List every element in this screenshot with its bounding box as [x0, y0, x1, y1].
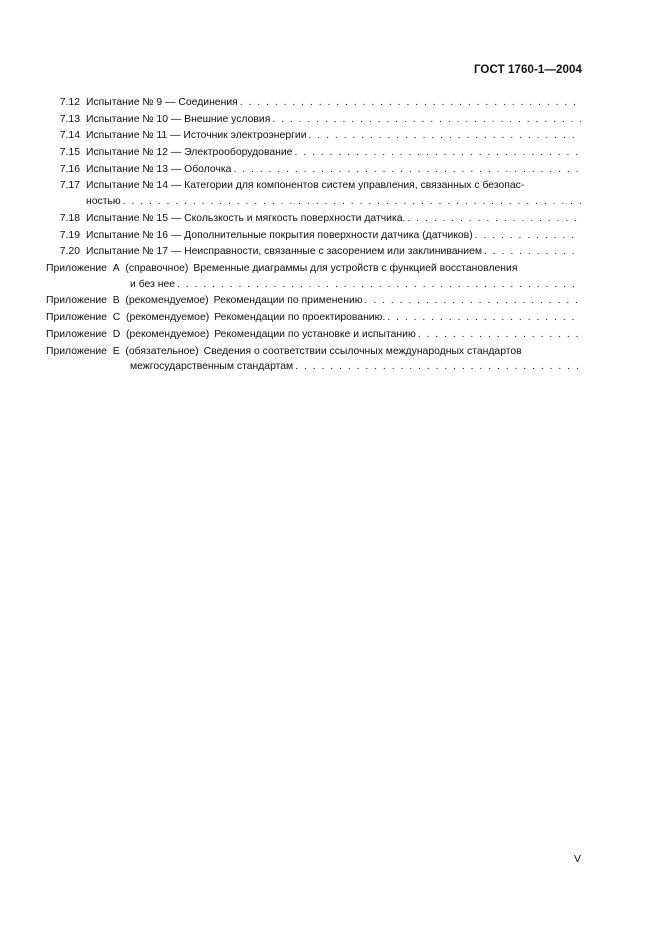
leader-dots	[295, 359, 581, 375]
toc-entry-title: Испытание № 10 — Внешние условия	[86, 113, 271, 125]
appendix-label: Приложение В (рекомендуемое)	[46, 295, 209, 307]
toc-entry-title-continued: ностью	[86, 196, 121, 208]
toc-entry-title: Испытание № 13 — Оболочка	[86, 163, 232, 175]
toc-entry[interactable]	[46, 145, 581, 161]
toc-entry-number: 7.18	[59, 212, 80, 224]
appendix-label: Приложение D (рекомендуемое)	[46, 328, 210, 340]
appendix-title: Сведения о соответствии ссылочных международных стандартов	[203, 345, 522, 357]
leader-dots	[123, 194, 581, 210]
appendix-entry[interactable]	[46, 293, 581, 309]
toc-entry-title: Испытание № 15 — Скользкость и мягкость поверхности датчика.	[86, 212, 406, 224]
toc-entry-number: 7.14	[59, 130, 80, 142]
appendix-entry[interactable]	[46, 261, 581, 293]
toc-entry-number: 7.13	[59, 113, 80, 125]
toc-entry-number: 7.20	[59, 246, 80, 258]
toc-entry[interactable]	[46, 228, 581, 244]
leader-dots	[309, 128, 581, 144]
toc-entry[interactable]	[46, 211, 581, 227]
appendix-title-continued: межгосударственным стандартам	[130, 361, 294, 373]
toc-entry-number: 7.19	[59, 229, 80, 241]
leader-dots	[387, 310, 581, 326]
leader-dots	[418, 327, 581, 343]
toc-entry-number: 7.12	[59, 97, 80, 108]
toc-entry-title: Испытание № 16 — Дополнительные покрытия поверхности датчика (датчиков)	[86, 229, 473, 241]
toc-entry[interactable]	[46, 128, 581, 144]
appendix-entry[interactable]	[46, 327, 581, 343]
toc-entry-title: Испытание № 14 — Категории для компонентов систем управления, связанных с безопас-	[86, 180, 525, 192]
toc-entry[interactable]	[46, 178, 581, 210]
toc-entry-title: Испытание № 9 — Соединения	[86, 97, 238, 108]
toc-entry[interactable]	[46, 95, 581, 111]
leader-dots	[484, 244, 581, 260]
toc-entry[interactable]	[46, 244, 581, 260]
leader-dots	[365, 293, 581, 309]
leader-dots	[177, 277, 581, 293]
leader-dots	[407, 211, 581, 227]
leader-dots	[233, 162, 581, 178]
appendix-label: Приложение А (справочное)	[46, 262, 189, 274]
leader-dots	[294, 145, 581, 161]
page-number: V	[574, 853, 582, 865]
leader-dots	[475, 228, 581, 244]
toc-entry[interactable]	[46, 112, 581, 128]
toc-entry-number: 7.17	[59, 180, 80, 192]
toc-entry-title: Испытание № 17 — Неисправности, связанные с засорением или заклиниванием	[86, 246, 483, 258]
toc-entry-title: Испытание № 11 — Источник электроэнергии	[86, 130, 307, 142]
toc-entry-title: Испытание № 12 — Электрооборудование	[86, 147, 293, 159]
appendix-label: Приложение Е (обязательное)	[46, 345, 199, 357]
appendix-label: Приложение С (рекомендуемое)	[46, 312, 210, 324]
appendix-title-continued: и без нее	[130, 278, 176, 290]
toc-entry[interactable]	[46, 162, 581, 178]
leader-dots	[272, 112, 581, 128]
table-of-contents	[46, 95, 581, 376]
leader-dots	[240, 95, 581, 111]
appendix-title: Рекомендации по проектированию.	[214, 312, 386, 324]
toc-entry-number: 7.16	[59, 163, 80, 175]
appendix-title: Временные диаграммы для устройств с функцией восстановления	[193, 262, 518, 274]
document-code-header: ГОСТ 1760-1—2004	[473, 64, 582, 76]
appendix-title: Рекомендации по установке и испытанию	[214, 328, 416, 340]
appendix-entry[interactable]	[46, 310, 581, 326]
appendix-entry[interactable]	[46, 344, 581, 376]
toc-entry-number: 7.15	[59, 147, 80, 159]
appendix-title: Рекомендации по применению	[213, 295, 363, 307]
